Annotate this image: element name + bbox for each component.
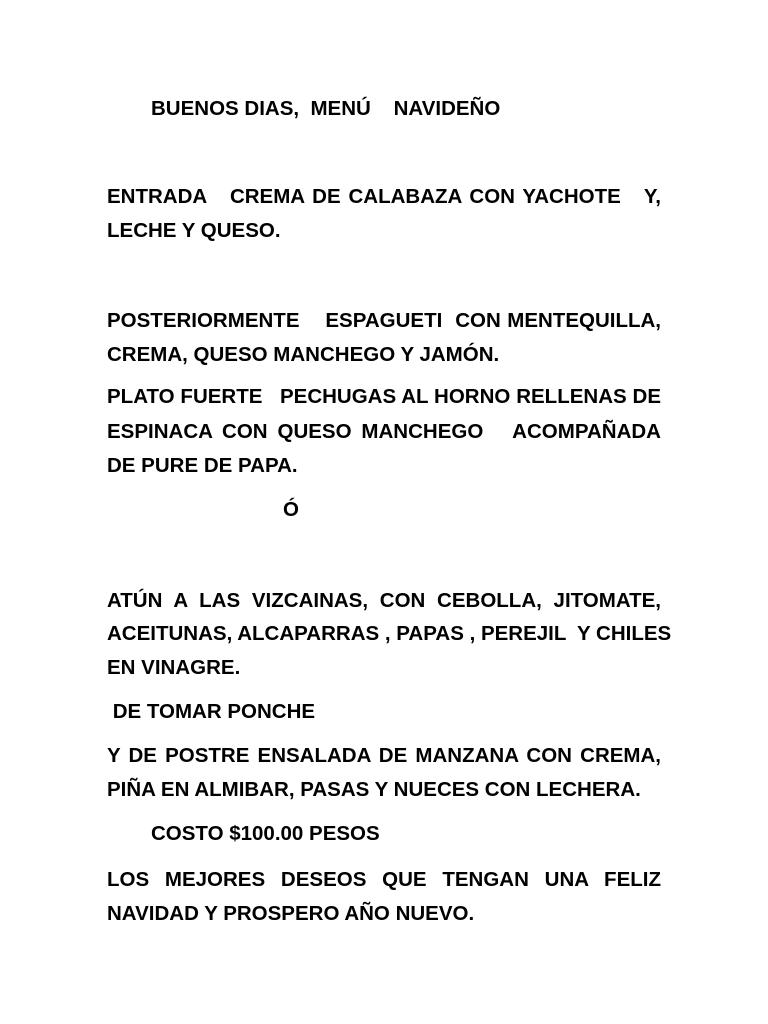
entrada-line-2: LECHE Y QUESO. [107, 219, 281, 242]
atun-line-3: EN VINAGRE. [107, 656, 241, 679]
option-separator: Ó [283, 498, 299, 521]
posteriormente-line-1: POSTERIORMENTE ESPAGUETI CON MENTEQUILLA, [107, 309, 661, 332]
posteriormente-line-2: CREMA, QUESO MANCHEGO Y JAMÓN. [107, 343, 500, 366]
atun-line-1: ATÚN A LAS VIZCAINAS, CON CEBOLLA, JITOMATE, [107, 589, 661, 612]
deseos-line-1: LOS MEJORES DESEOS QUE TENGAN UNA FELIZ [107, 868, 661, 891]
plato-fuerte-line-3: DE PURE DE PAPA. [107, 454, 298, 477]
plato-fuerte-line-1: PLATO FUERTE PECHUGAS AL HORNO RELLENAS DE [107, 385, 661, 408]
postre-line-1: Y DE POSTRE ENSALADA DE MANZANA CON CREMA, [107, 744, 661, 767]
entrada-line-1: ENTRADA CREMA DE CALABAZA CON YACHOTE Y, [107, 185, 661, 208]
atun-line-2: ACEITUNAS, ALCAPARRAS , PAPAS , PEREJIL Y CHILES [107, 622, 672, 645]
menu-title: BUENOS DIAS, MENÚ NAVIDEÑO [151, 97, 501, 120]
costo-line: COSTO $100.00 PESOS [151, 822, 380, 845]
postre-line-2: PIÑA EN ALMIBAR, PASAS Y NUECES CON LECHERA. [107, 778, 641, 801]
deseos-line-2: NAVIDAD Y PROSPERO AÑO NUEVO. [107, 902, 475, 925]
bebida-line: DE TOMAR PONCHE [107, 700, 316, 723]
plato-fuerte-line-2: ESPINACA CON QUESO MANCHEGO ACOMPAÑADA [107, 420, 661, 443]
